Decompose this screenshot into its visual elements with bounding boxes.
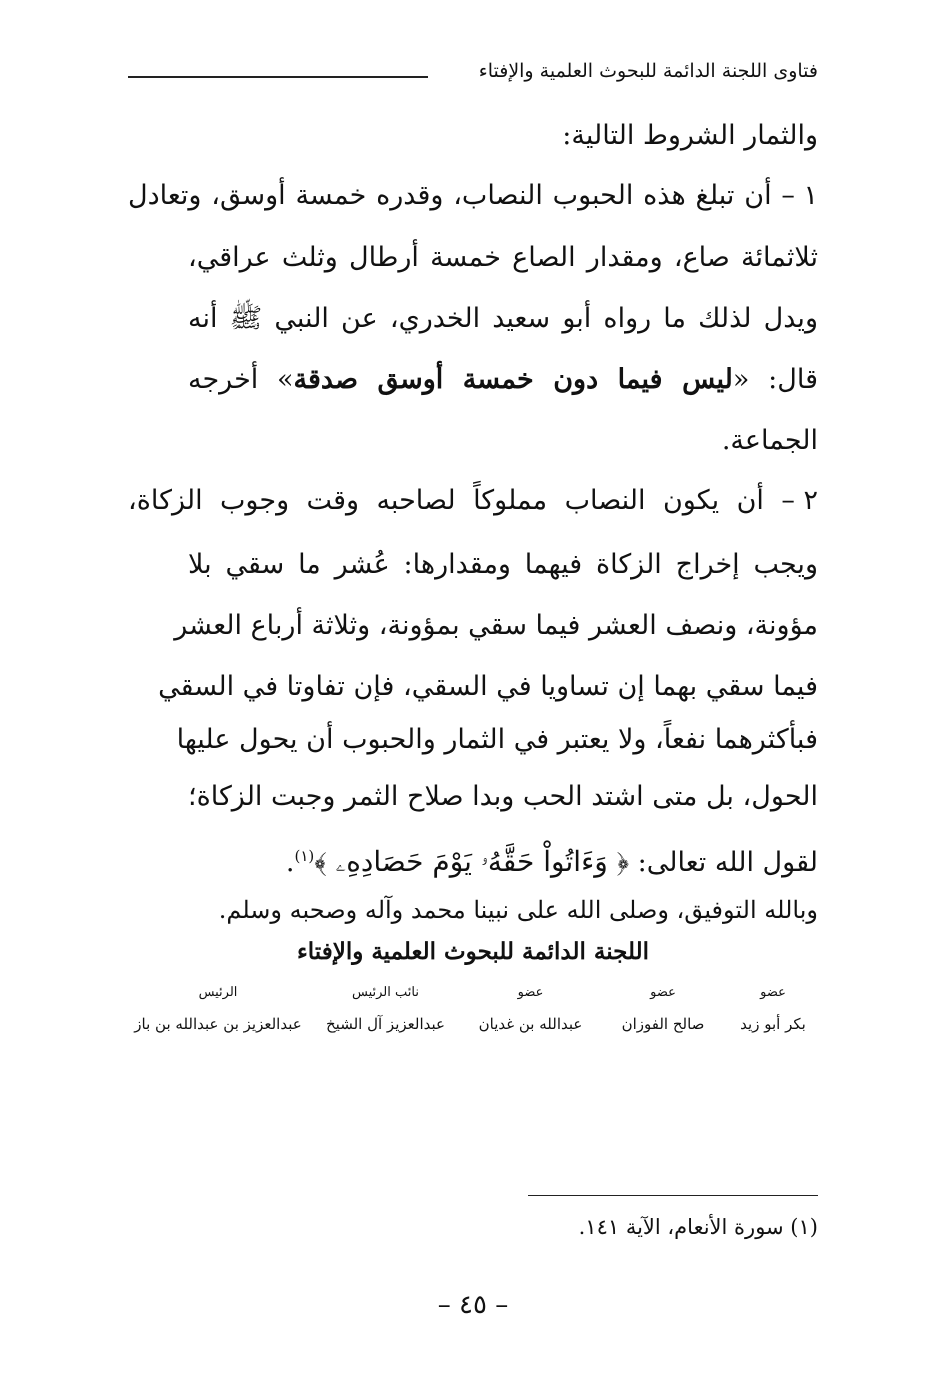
signatory xyxy=(128,985,308,1033)
item1-line1 xyxy=(128,166,818,226)
footnote-marker: (١) xyxy=(294,847,315,865)
header-rule xyxy=(128,76,428,78)
verse-end: . xyxy=(285,847,295,878)
running-header xyxy=(128,58,818,98)
closing-line: وبالله التوفيق، وصلى الله على نبينا محمد وآله وصحبه وسلم. xyxy=(218,896,818,924)
item1-text-line1: أن تبلغ هذه الحبوب النصاب، وقدره خمسة أوسق، وتعادل xyxy=(128,180,772,211)
signatory-role: عضو xyxy=(650,985,676,1000)
item2-line6: الحول، بل متى اشتد الحب وبدا صلاح الثمر وجبت الزكاة؛ xyxy=(188,781,818,812)
quran-verse: ﴿ وَءَاتُواْ حَقَّهُۥ يَوْمَ حَصَادِهِۦ ﴾ xyxy=(314,845,630,878)
page-number: – ٤٥ – xyxy=(437,1290,509,1320)
signatory-role: الرئيس xyxy=(198,985,238,1000)
signatory-name: عبدالعزيز آل الشيخ xyxy=(326,1015,445,1033)
committee-title: اللجنة الدائمة للبحوث العلمية والإفتاء xyxy=(296,938,650,965)
item2-line5: فبأكثرهما نفعاً، ولا يعتبر في الثمار والحبوب أن يحول عليها xyxy=(176,724,818,755)
hadith-quote: ليس فيما دون خمسة أوسق صدقة xyxy=(293,364,733,395)
signatory-name: عبدالله بن غديان xyxy=(478,1015,583,1033)
signatory xyxy=(728,985,818,1033)
signatory xyxy=(468,985,593,1033)
item2-line2: ويجب إخراج الزكاة فيهما ومقدارها: عُشر ما سقي بلا xyxy=(188,549,818,580)
item2-line3: مؤونة، ونصف العشر فيما سقي بمؤونة، وثلاثة أرباع العشر xyxy=(174,610,818,641)
signatory-name: صالح الفوزان xyxy=(621,1015,705,1033)
footnote: (١) سورة الأنعام، الآية ١٤١. xyxy=(578,1215,818,1239)
item2-line1 xyxy=(128,471,818,531)
signatory-role: نائب الرئيس xyxy=(352,985,419,1000)
item1-line4 xyxy=(188,350,818,410)
signatory-name: بكر أبو زيد xyxy=(740,1015,806,1033)
footnote-separator xyxy=(528,1195,818,1196)
signatory xyxy=(313,985,458,1033)
signatory-role: عضو xyxy=(517,985,544,1000)
item1-line3: ويدل لذلك ما رواه أبو سعيد الخدري، عن النبي ﷺ أنه xyxy=(188,303,818,334)
item1-line2: ثلاثمائة صاع، ومقدار الصاع خمسة أرطال وثلث عراقي، xyxy=(188,242,818,273)
item2-text-line1: أن يكون النصاب مملوكاً لصاحبه وقت وجوب الزكاة، xyxy=(128,485,764,516)
verse-prefix: لقول الله تعالى: xyxy=(629,847,818,878)
item1-line4-suffix: » أخرجه xyxy=(188,364,294,395)
item1-number: ١ – xyxy=(781,180,818,211)
signatory xyxy=(603,985,723,1033)
signatory-name: عبدالعزيز بن عبدالله بن باز xyxy=(134,1015,302,1033)
item1-line5: الجماعة. xyxy=(721,425,818,456)
item2-verse-line xyxy=(188,826,818,886)
signatory-role: عضو xyxy=(760,985,786,1000)
header-title: فتاوى اللجنة الدائمة للبحوث العلمية والإفتاء xyxy=(478,60,818,82)
item1-line4-prefix: قال: « xyxy=(732,364,818,395)
intro-line: والثمار الشروط التالية: xyxy=(562,120,818,151)
item2-line4: فيما سقي بهما إن تساويا في السقي، فإن تفاوتا في السقي xyxy=(158,671,818,702)
item2-number: ٢ – xyxy=(781,485,818,516)
signatories xyxy=(128,985,818,1055)
